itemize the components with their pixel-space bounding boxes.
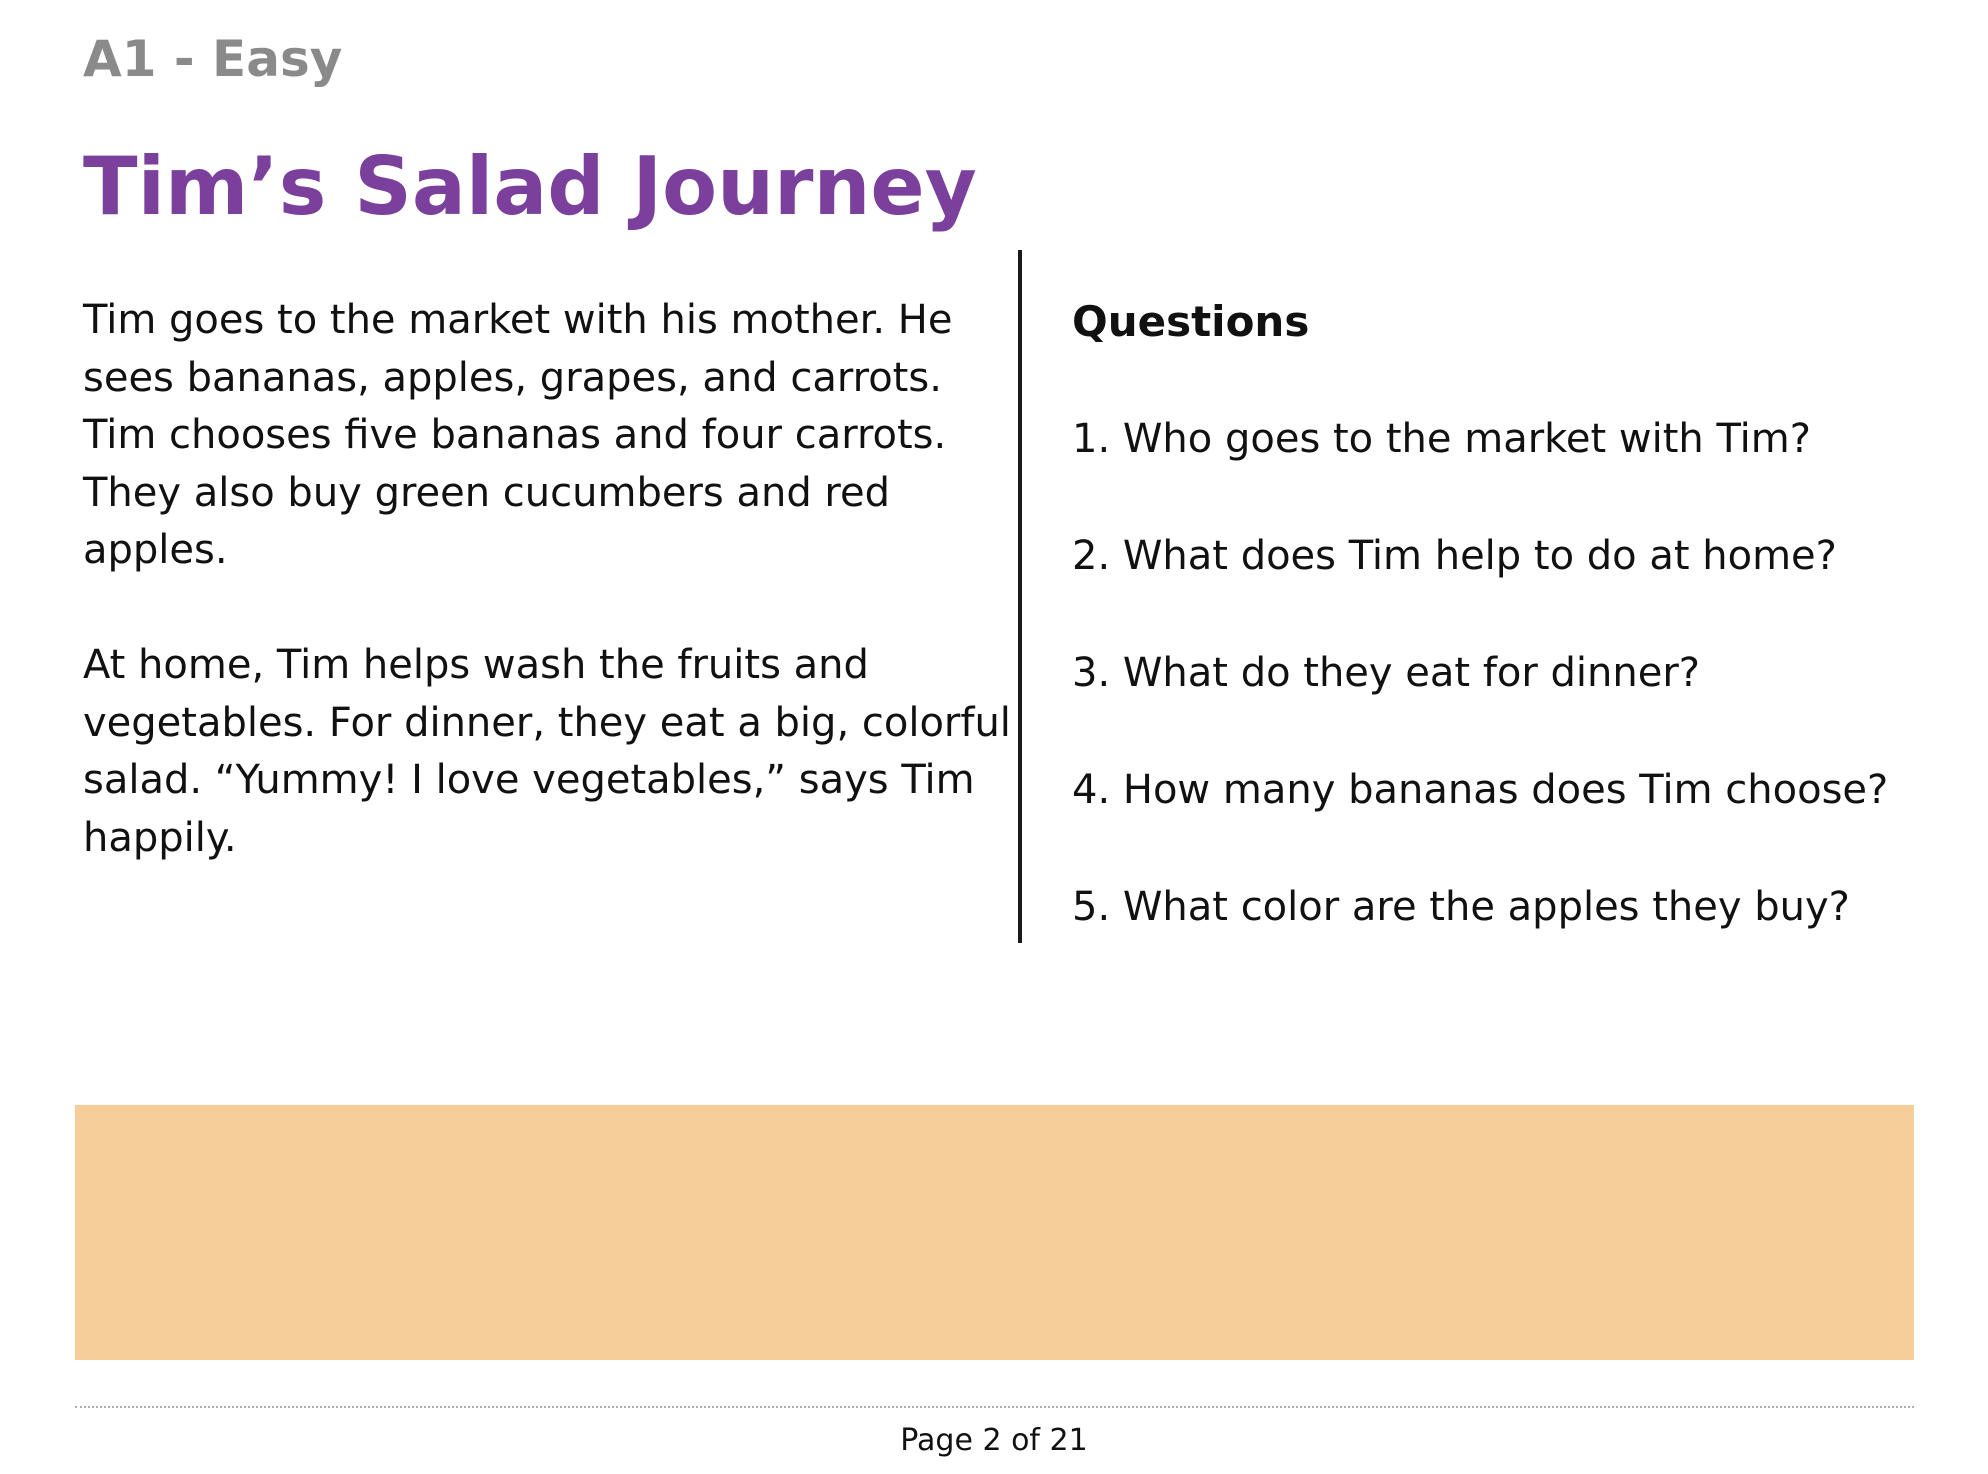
story-paragraph-1: Tim goes to the market with his mother. He sees bananas, apples, grapes, and carrots. Tim chooses five bananas and four carrots. They also buy green cucumbers and red apples. (83, 297, 953, 573)
footer-divider (75, 1406, 1914, 1408)
level-label: A1 - Easy (83, 30, 343, 88)
question-item: 5. What color are the apples they buy? (1072, 884, 1850, 930)
question-item: 2. What does Tim help to do at home? (1072, 533, 1837, 579)
story-text (83, 292, 1013, 867)
column-divider (1018, 250, 1022, 943)
story-title: Tim’s Salad Journey (83, 140, 977, 233)
page-number: Page 2 of 21 (900, 1423, 1088, 1458)
illustration-placeholder (75, 1105, 1914, 1360)
story-paragraph-2: At home, Tim helps wash the fruits and vegetables. For dinner, they eat a big, colorful salad. “Yummy! I love vegetables,” says Tim happily. (83, 642, 1011, 861)
question-item: 4. How many bananas does Tim choose? (1072, 767, 1889, 813)
questions-list (1072, 409, 1972, 994)
questions-section (1072, 292, 1972, 994)
questions-heading: Questions (1072, 297, 1310, 346)
question-item: 1. Who goes to the market with Tim? (1072, 416, 1811, 462)
question-item: 3. What do they eat for dinner? (1072, 650, 1701, 696)
